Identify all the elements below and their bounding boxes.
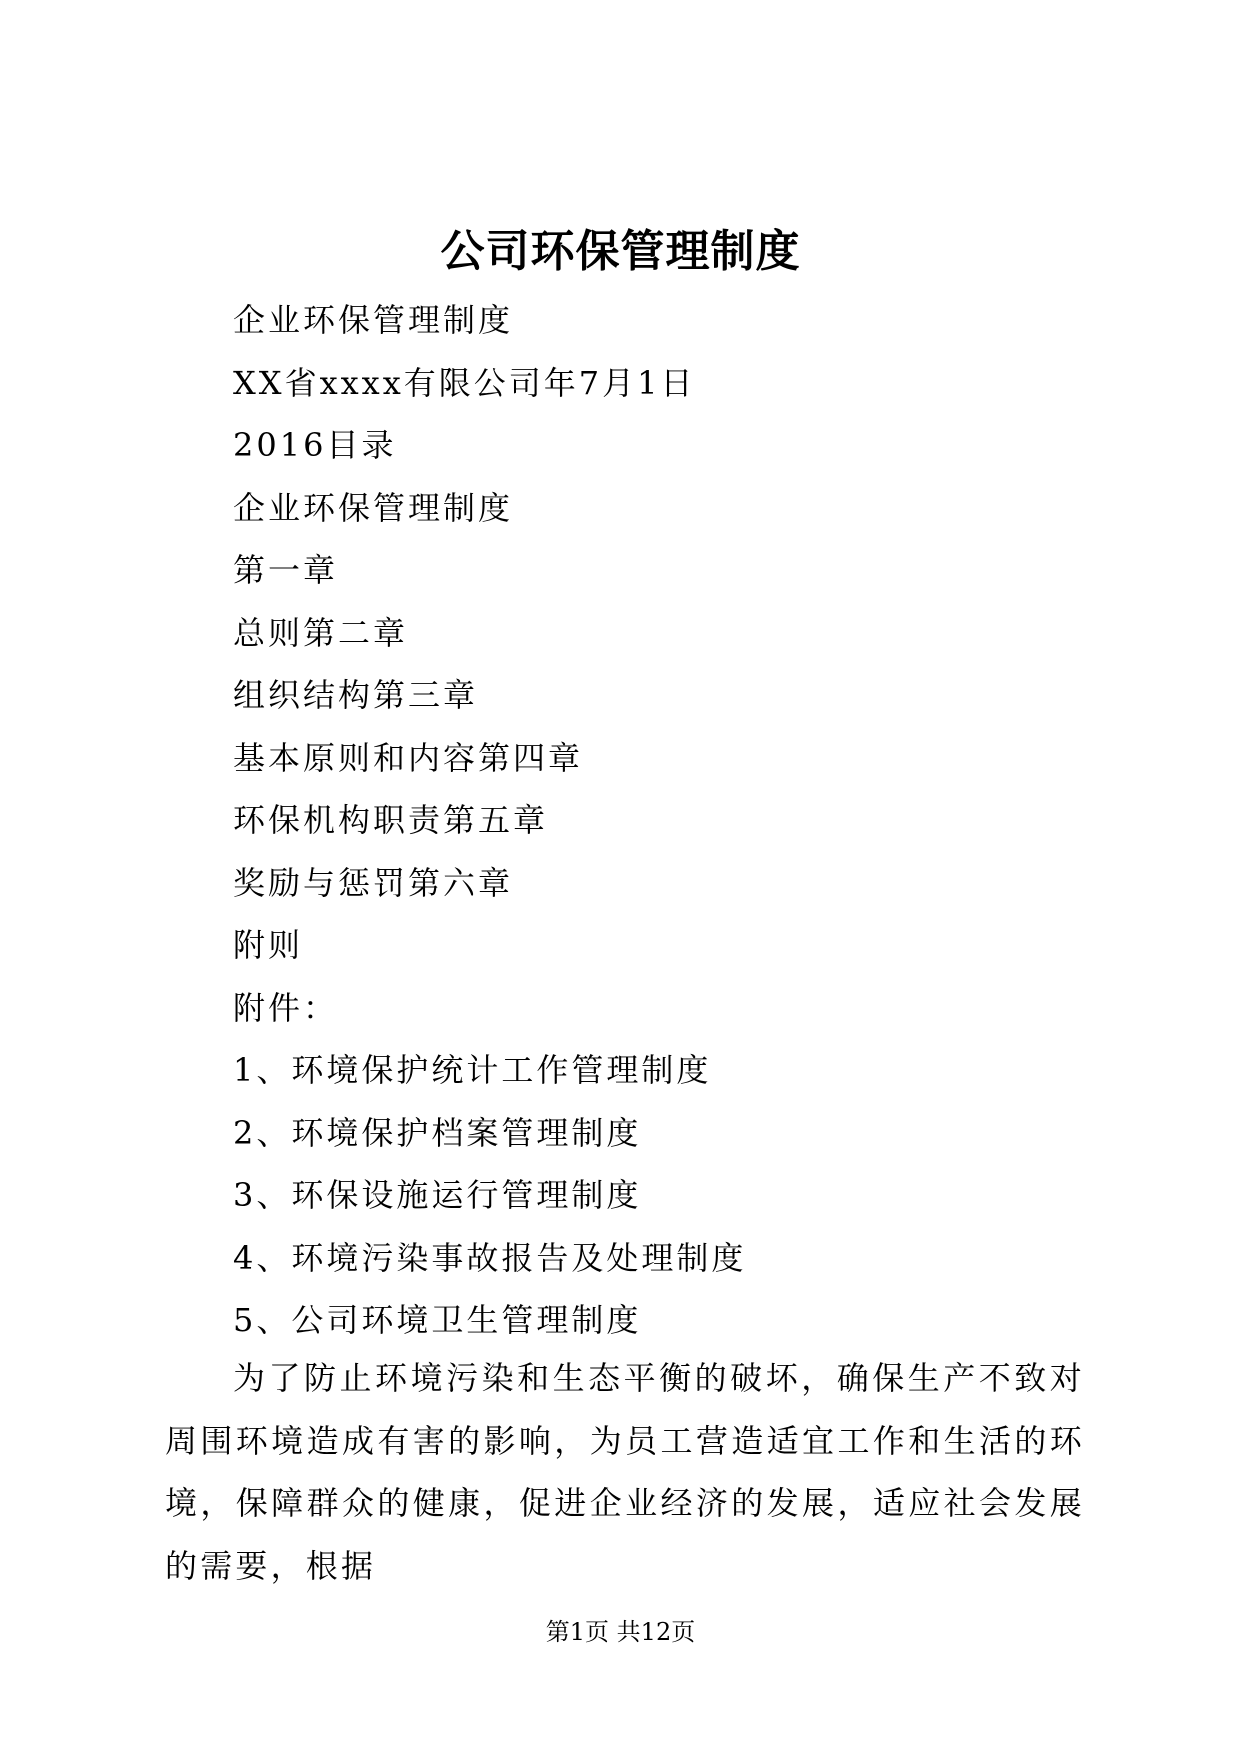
line-chapter-1: 第一章: [233, 551, 339, 589]
line-chapter-5: 环保机构职责第五章: [233, 801, 549, 839]
line-chapter-6: 奖励与惩罚第六章: [233, 863, 514, 902]
page-footer: 第1页 共12页: [545, 1618, 696, 1646]
line-attachment-4: 4、环境污染事故报告及处理制度: [233, 1238, 747, 1277]
content-lines: [233, 298, 1093, 1361]
line-company-date: XX省xxxx有限公司年7月1日: [233, 363, 696, 402]
line-appendix-rules: 附则: [233, 926, 304, 964]
line-attachment-5: 5、公司环境卫生管理制度: [233, 1301, 642, 1339]
line-subtitle: 企业环保管理制度: [233, 301, 514, 339]
body-paragraph: 为了防止环境污染和生态平衡的破坏，确保生产不致对周围环境造成有害的影响，为员工营造适宜工作和生活的环境，保障群众的健康，促进企业经济的发展，适应社会发展的需要，根据: [165, 1359, 1085, 1585]
line-attachment-2: 2、环境保护档案管理制度: [233, 1113, 642, 1152]
line-chapter-3: 组织结构第三章: [233, 676, 479, 714]
document-title: 公司环保管理制度: [440, 226, 801, 277]
line-chapter-2: 总则第二章: [233, 613, 409, 652]
line-attachment-1: 1、环境保护统计工作管理制度: [233, 1051, 712, 1089]
line-toc-heading: 2016目录: [233, 426, 397, 464]
line-toc-title: 企业环保管理制度: [233, 488, 514, 527]
line-attachment-3: 3、环保设施运行管理制度: [233, 1176, 642, 1214]
line-chapter-4: 基本原则和内容第四章: [233, 738, 584, 777]
line-attachments-heading: 附件：: [233, 988, 339, 1027]
